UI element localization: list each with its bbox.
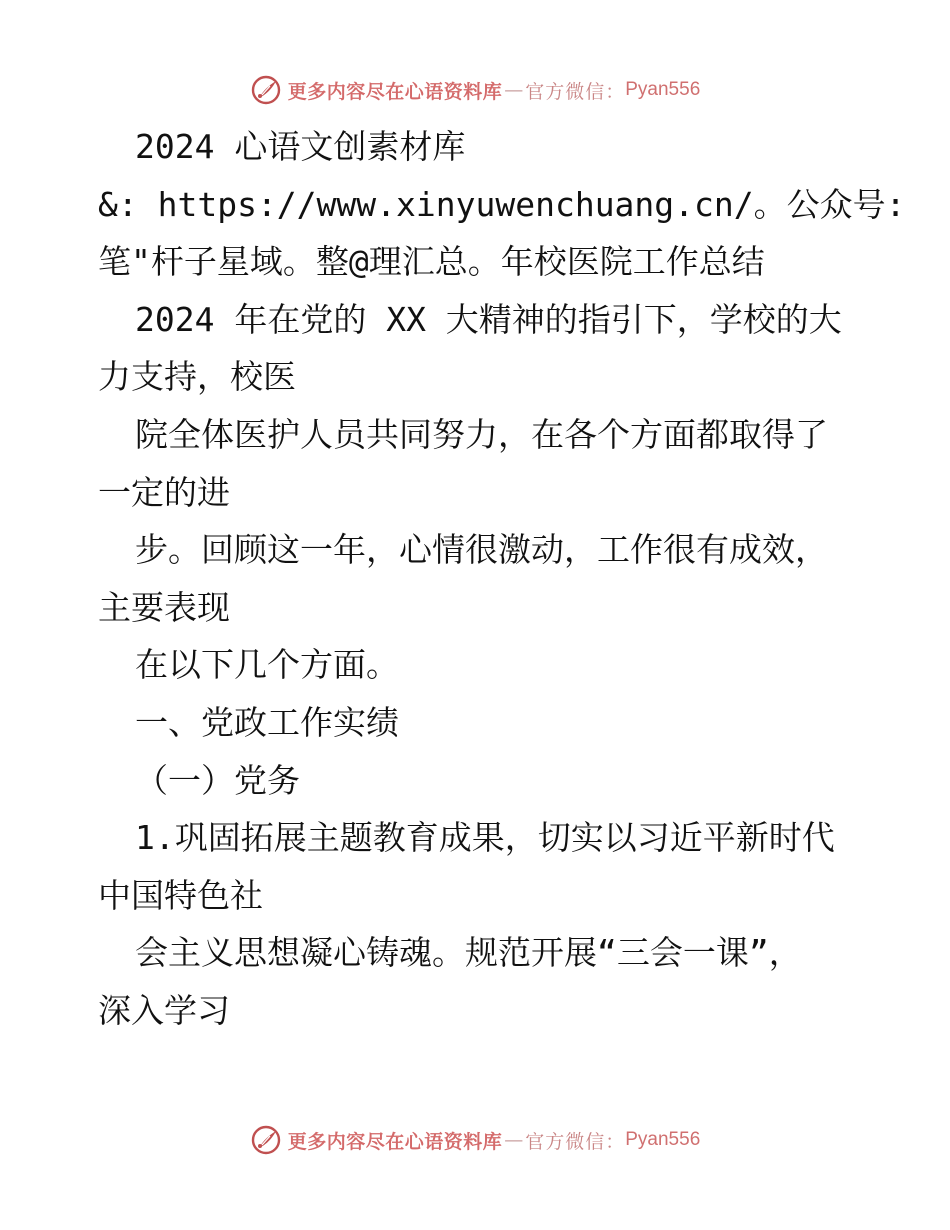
banner-official-label: 官方微信：: [525, 80, 626, 103]
text-line: 在以下几个方面。: [135, 645, 399, 685]
banner-wechat-id: Pyan556: [625, 79, 701, 100]
text-line: 2024 年在党的 XX 大精神的指引下，学校的大: [135, 299, 842, 339]
document-body: [98, 118, 906, 1040]
text-line: （一）党务: [135, 760, 300, 800]
text-line: 院全体医护人员共同努力，在各个方面都取得了: [135, 414, 828, 454]
feather-logo-icon: [250, 1124, 282, 1156]
banner-main-text: 更多内容尽在心语资料库: [287, 80, 503, 103]
text-line: 主要表现: [98, 587, 230, 627]
feather-logo-icon: [250, 74, 282, 106]
banner-official-label: 官方微信：: [525, 1130, 626, 1153]
text-line: 会主义思想凝心铸魂。规范开展“三会一课”，: [135, 933, 802, 973]
header-banner: [0, 70, 950, 110]
text-line: 一定的进: [98, 472, 230, 512]
text-line: 笔"杆子星域。整@理汇总。年校医院工作总结: [98, 242, 765, 282]
text-line: 步。回顾这一年，心情很激动，工作很有成效，: [135, 530, 828, 570]
text-line: 中国特色社: [98, 875, 263, 915]
banner-wechat-id: Pyan556: [625, 1129, 701, 1150]
banner-dash: —: [504, 79, 524, 101]
text-line: &: https://www.xinyuwenchuang.cn/。公众号:: [98, 184, 906, 224]
text-line: 深入学习: [98, 990, 230, 1030]
footer-banner: [0, 1120, 950, 1160]
text-line: 2024 心语文创素材库: [135, 127, 466, 166]
banner-main-text: 更多内容尽在心语资料库: [287, 1130, 503, 1153]
text-line: 一、党政工作实绩: [135, 702, 399, 742]
text-line: 力支持，校医: [98, 357, 296, 397]
banner-dash: —: [504, 1129, 524, 1151]
text-line: 1.巩固拓展主题教育成果，切实以习近平新时代: [135, 818, 835, 858]
